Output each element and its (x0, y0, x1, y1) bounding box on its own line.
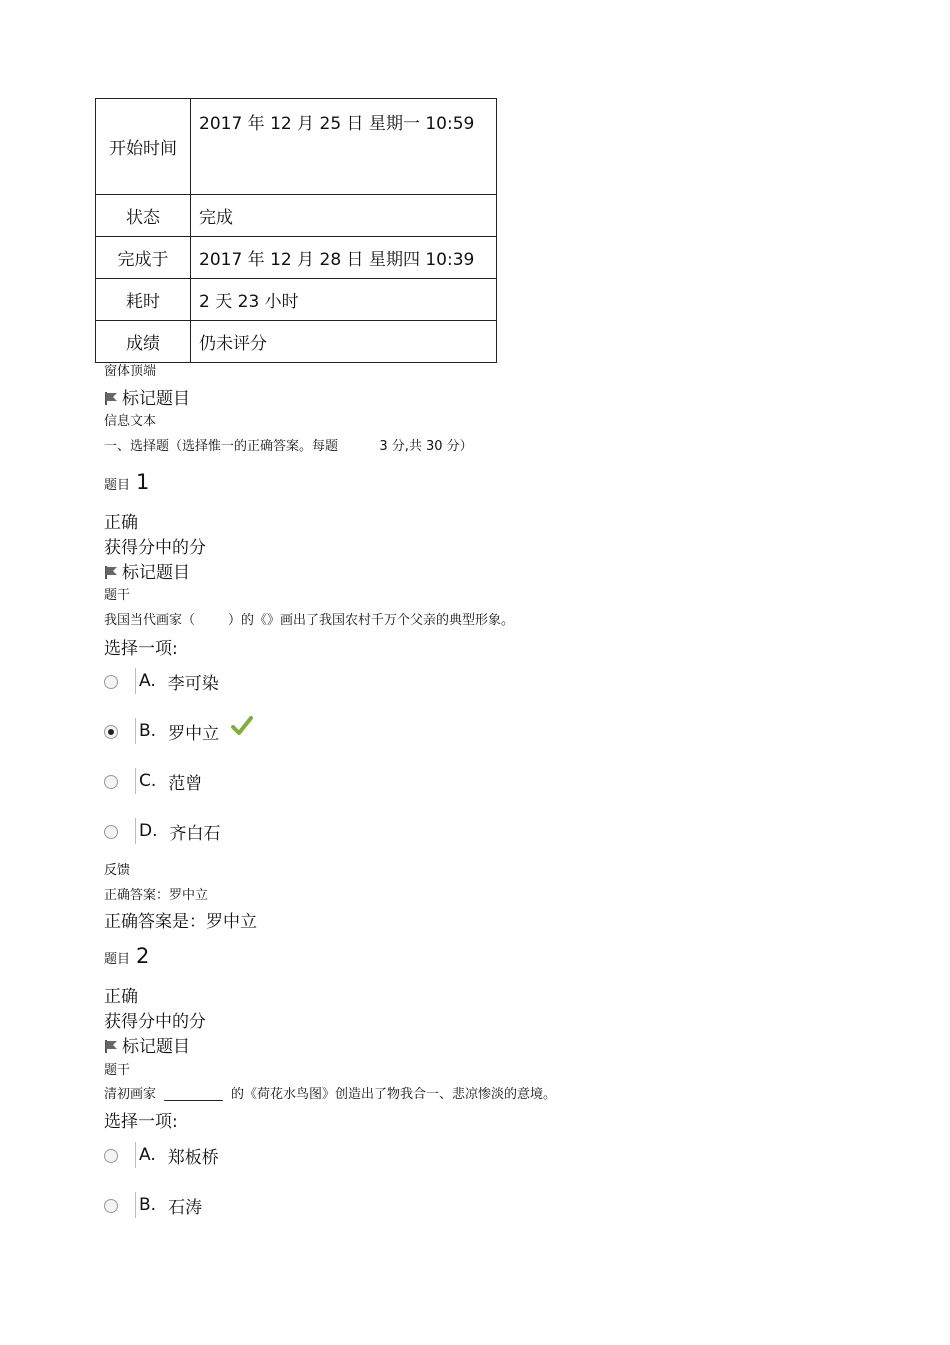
correct-check-icon (231, 716, 253, 741)
question-label: 题目 (104, 478, 131, 493)
summary-label: 状态 (96, 195, 191, 237)
option-text: 石涛 (168, 1197, 203, 1218)
summary-label: 开始时间 (96, 99, 191, 195)
question-score: 获得分中的分 (104, 538, 206, 558)
option-b[interactable]: B. 罗中立 (104, 718, 253, 744)
summary-label: 完成于 (96, 237, 191, 279)
flag-icon (104, 1039, 119, 1059)
option-a[interactable]: A. 郑板桥 (104, 1142, 219, 1168)
summary-value: 2017 年 12 月 28 日 星期四 10:39 (191, 237, 497, 279)
option-text: 郑板桥 (167, 1147, 219, 1168)
question-status: 正确 (104, 987, 138, 1007)
question-status: 正确 (104, 513, 138, 533)
question-number: 1 (136, 470, 150, 494)
choose-one-prompt: 选择一项: (104, 639, 178, 659)
stem-label: 题干 (104, 588, 131, 603)
flag-icon (104, 391, 119, 411)
correct-answer-text: 正确答案是：罗中立 (104, 912, 257, 932)
question-stem: 我国当代画家（ ）的《》画出了我国农村千万个父亲的典型形象。 (104, 613, 515, 628)
window-top-label: 窗体顶端 (104, 364, 157, 379)
radio-button-selected[interactable] (104, 725, 118, 739)
option-d[interactable]: D. 齐白石 (104, 818, 221, 844)
info-text-label: 信息文本 (104, 414, 157, 429)
summary-value: 仍未评分 (191, 321, 497, 363)
option-a[interactable]: A. 李可染 (104, 668, 219, 694)
summary-row-duration (96, 279, 497, 321)
summary-row-finished (96, 237, 497, 279)
radio-button[interactable] (104, 1199, 118, 1213)
flag-label: 标记题目 (122, 563, 190, 583)
question-score: 获得分中的分 (104, 1012, 206, 1032)
summary-row-start (96, 99, 497, 195)
attempt-summary-table (95, 98, 497, 363)
option-text: 齐白石 (169, 823, 221, 844)
summary-value: 完成 (191, 195, 497, 237)
flag-icon (104, 565, 119, 585)
summary-value: 2017 年 12 月 25 日 星期一 10:59 (191, 99, 497, 195)
feedback-label: 反馈 (104, 863, 131, 878)
option-text: 范曾 (168, 773, 203, 794)
section-title: 一、选择题（选择惟一的正确答案。每题 3 分,共 30 分） (104, 439, 473, 454)
radio-button[interactable] (104, 825, 118, 839)
summary-label: 耗时 (96, 279, 191, 321)
flag-question-link[interactable] (104, 384, 190, 411)
radio-button[interactable] (104, 1149, 118, 1163)
option-c[interactable]: C. 范曾 (104, 768, 202, 794)
summary-value: 2 天 23 小时 (191, 279, 497, 321)
stem-label: 题干 (104, 1063, 131, 1078)
option-b[interactable]: B. 石涛 (104, 1192, 202, 1218)
option-text: 李可染 (167, 673, 219, 694)
feedback-answer: 正确答案：罗中立 (104, 888, 209, 903)
choose-one-prompt: 选择一项: (104, 1112, 178, 1132)
summary-row-grade (96, 321, 497, 363)
flag-label: 标记题目 (122, 1037, 190, 1057)
radio-button[interactable] (104, 775, 118, 789)
flag-question-link[interactable] (104, 1032, 190, 1059)
option-text: 罗中立 (168, 723, 220, 744)
radio-button[interactable] (104, 675, 118, 689)
question-label: 题目 (104, 952, 131, 967)
question-number: 2 (136, 944, 150, 968)
flag-question-link[interactable] (104, 558, 190, 585)
summary-row-state (96, 195, 497, 237)
question-2-header (104, 944, 149, 968)
question-1-header (104, 470, 149, 494)
flag-label: 标记题目 (122, 389, 190, 409)
summary-label: 成绩 (96, 321, 191, 363)
question-stem: 清初画家 _________ 的《荷花水鸟图》创造出了物我合一、悲凉惨淡的意境。 (104, 1087, 557, 1102)
